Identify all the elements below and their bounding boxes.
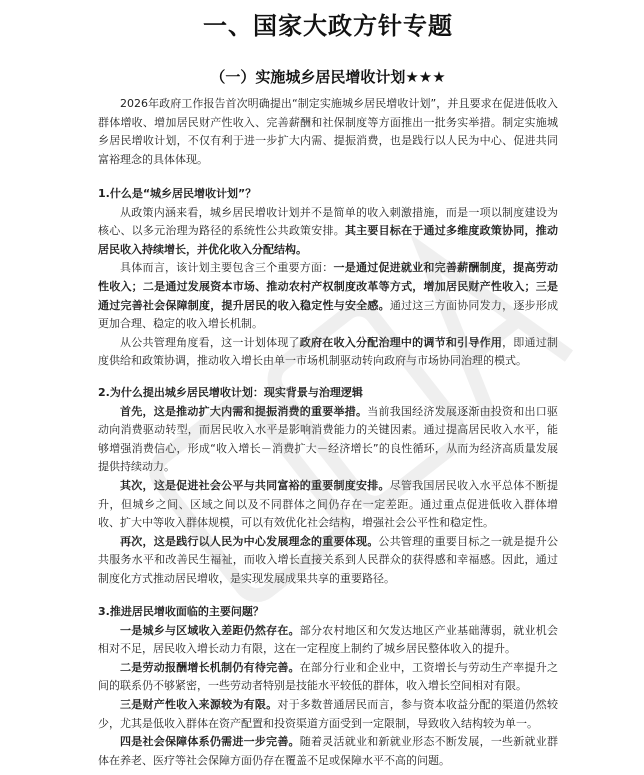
q1-p2-bold: 一是通过促进就业和完善薪酬制度，提高劳动性收入；二是通过发展资本市场、推动农村产权制度改革等方式，增加居民财产性收入；三是通过完善社会保障制度，提升居民的收入稳定性与安全感。 [98,261,558,312]
q3-p3-text: 对于多数普通居民而言，参与资本收益分配的渠道仍然较少，尤其是低收入群体在资产配置和投资渠道方面受到一定限制，导致收入结构较为单一。 [98,697,559,730]
q3-paragraph-1 [98,622,558,659]
q3-paragraph-2 [98,659,558,696]
section-title: （一）实施城乡居民增收计划★★★ [210,68,446,86]
q1-p2-text: 具体而言，该计划主要包含三个重要方面： [120,261,334,275]
page-title: 一、国家大政方针专题 [203,12,453,40]
q3-block [98,603,558,770]
q2-p1-bold: 首先，这是推动扩大内需和提振消费的重要举措。 [120,404,368,418]
q1-heading: 1.什么是“城乡居民增收计划”？ [98,187,257,200]
q1-block [98,185,558,371]
q3-p4-bold: 四是社会保障体系仍需进一步完善。 [120,735,300,749]
intro-block [98,95,558,169]
q2-p3-bold: 再次，这是践行以人民为中心发展理念的重要体现。 [120,534,379,548]
q3-p2-text: 在部分行业和企业中，工资增长与劳动生产率提升之间的联系仍不够紧密，一些劳动者特别是技能水平较低的群体，收入增长空间相对有限。 [98,660,559,693]
q2-p2-text: 尽管我国居民收入水平总体不断提升，但城乡之间、区域之间以及不同群体之间仍存在一定差距。通过重点促进低收入群体增收、扩大中等收入群体规模，可以有效优化社会结构，增强社会公平性和稳定性。 [98,478,559,530]
q2-p1-text: 当前我国经济发展逐渐由投资和出口驱动向消费驱动转型，而居民收入水平是影响消费能力的关键因素。通过提高居民收入水平，能够增强消费信心，形成“收入增长－消费扩大－经济增长”的良性循环，从而为经济高质量发展提供持续动力。 [98,404,559,474]
q3-p4-text: 随着灵活就业和新就业形态不断发展，一些新就业群体在养老、医疗等社会保障方面仍存在覆盖不足或保障水平不高的问题。 [98,735,559,767]
q2-heading: 2.为什么提出城乡居民增收计划：现实背景与治理逻辑 [98,386,363,399]
intro-paragraph: 2026年政府工作报告首次明确提出“制定实施城乡居民增收计划”，并且要求在促进低收入群体增收、增加居民财产性收入、完善薪酬和社保制度等方面推出一批务实举措。制定实施城乡居民增收计划，不仅有利于进一步扩大内需、提振消费，也是践行以人民为中心、促进共同富裕理念的具体体现。 [98,97,558,166]
q3-heading: 3.推进居民增收面临的主要问题？ [98,605,264,618]
q1-paragraph-3 [98,334,558,371]
q1-p1-text: 从政策内涵来看，城乡居民增收计划并不是简单的收入刺激措施，而是一项以制度建设为核心、以多元治理为路径的系统性公共政策安排。 [98,205,558,238]
q1-p3-bold: 政府在收入分配治理中的调节和引导作用 [299,335,503,349]
q2-paragraph-1 [98,403,558,477]
q1-paragraph-2 [98,259,558,333]
q1-p3-text: 从公共管理角度看，这一计划体现了 [120,335,300,349]
q1-p1-bold: 其主要目标在于通过多维度政策协同，推动居民收入持续增长，并优化收入分配结构。 [98,224,559,256]
q2-paragraph-2 [98,477,558,533]
q3-paragraph-3 [98,696,558,733]
q2-paragraph-3 [98,533,558,589]
q2-p2-bold: 其次，这是促进社会公平与共同富裕的重要制度安排。 [120,478,390,492]
q1-p3-text-end: ，即通过制度供给和政策协调，推动收入增长由单一市场机制驱动转向政府与市场协同治理的模式。 [98,335,559,368]
q2-block [98,384,558,589]
q1-p2-text-end: 通过这三方面协同发力，逐步形成更加合理、稳定的收入增长机制。 [98,298,559,331]
q3-p2-bold: 二是劳动报酬增长机制仍有待完善。 [120,660,300,674]
document-page [98,0,558,775]
q3-p1-bold: 一是城乡与区域收入差距仍然存在。 [120,623,300,637]
q3-p3-bold: 三是财产性收入来源较为有限。 [120,697,278,711]
q2-p3-text: 公共管理的重要目标之一就是提升公共服务水平和改善民生福祉，而收入增长直接关系到人民群众的获得感和幸福感。因此，通过制度化方式推动居民增收，是实现发展成果共享的重要路径。 [98,534,559,585]
q3-paragraph-4 [98,733,558,770]
q1-paragraph-1 [98,204,558,260]
q3-p1-text: 部分农村地区和欠发达地区产业基础薄弱，就业机会相对不足，居民收入增长动力有限，这在一定程度上制约了城乡居民整体收入的提升。 [98,623,559,656]
